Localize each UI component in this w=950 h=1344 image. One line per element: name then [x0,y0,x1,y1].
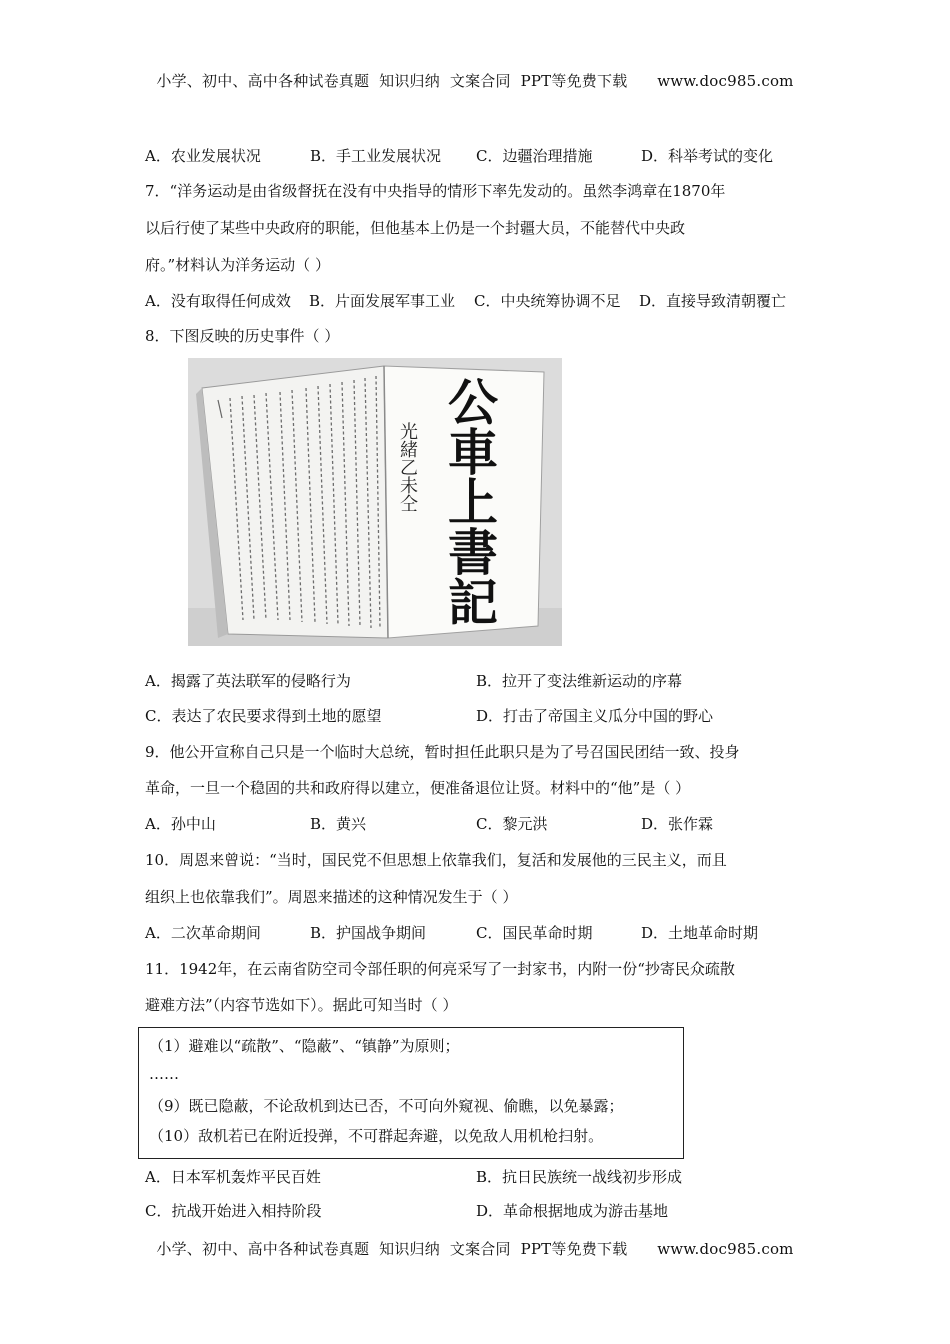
q9-option-c[interactable]: C．黎元洪 [476,815,548,833]
gongche-shangshu-photo [188,358,562,646]
q11-excerpt-box [138,1027,684,1159]
book-illustration [188,358,562,646]
q11-option-a[interactable]: A．日本军机轰炸平民百姓 [145,1168,321,1186]
q11-option-c[interactable]: C．抗战开始进入相持阶段 [145,1202,322,1220]
q9-option-b[interactable]: B．黄兴 [310,815,367,833]
q9-option-d[interactable]: D．张作霖 [641,815,714,833]
q10-option-c[interactable]: C．国民革命时期 [476,924,593,942]
book-side-inscription: 光緒乙未仝 [397,422,418,512]
q11-option-b[interactable]: B．抗日民族统一战线初步形成 [476,1168,683,1186]
q10-option-b[interactable]: B．护国战争期间 [310,924,427,942]
q7-stem-line-1: 7．“洋务运动是由省级督抚在没有中央指导的情形下率先发动的。虽然李鸿章在1870年 [145,182,726,200]
q7-option-c[interactable]: C．中央统筹协调不足 [474,292,621,310]
q9-option-a[interactable]: A．孙中山 [145,815,216,833]
q8-option-a[interactable]: A．揭露了英法联军的侵略行为 [145,672,351,690]
q10-stem-line-2: 组织上也依靠我们”。周恩来描述的这种情况发生于（ ） [145,888,518,906]
q7-stem-line-2: 以后行使了某些中央政府的职能，但他基本上仍是一个封疆大员，不能替代中央政 [145,219,686,237]
q8-option-c[interactable]: C．表达了农民要求得到土地的愿望 [145,707,382,725]
excerpt-line-1: （1）避难以“疏散”、“隐蔽”、“镇静”为原则； [149,1037,460,1055]
excerpt-line-9: （9）既已隐蔽，不论敌机到达已否，不可向外窥视、偷瞧，以免暴露； [149,1097,624,1115]
book-title-calligraphy: 公車上書記 [440,376,499,626]
q8-stem: 8．下图反映的历史事件（ ） [145,327,340,345]
q6-option-c[interactable]: C．边疆治理措施 [476,147,593,165]
q11-stem-line-2: 避难方法”（内容节选如下）。据此可知当时（ ） [145,996,458,1014]
q11-stem-line-1: 11．1942年，在云南省防空司令部任职的何亮采写了一封家书，内附一份“抄寄民众疏散 [145,960,735,978]
q8-option-d[interactable]: D．打击了帝国主义瓜分中国的野心 [476,707,714,725]
q8-option-b[interactable]: B．拉开了变法维新运动的序幕 [476,672,683,690]
q9-stem-line-1: 9．他公开宣称自己只是一个临时大总统，暂时担任此职只是为了号召国民团结一致、投身 [145,743,740,761]
q10-option-a[interactable]: A．二次革命期间 [145,924,261,942]
q7-option-a[interactable]: A．没有取得任何成效 [145,292,291,310]
q10-option-d[interactable]: D．土地革命时期 [641,924,759,942]
q10-stem-line-1: 10．周恩来曾说：“当时，国民党不但思想上依靠我们，复活和发展他的三民主义，而且 [145,851,727,869]
excerpt-line-10: （10）敌机若已在附近投弹，不可群起奔避，以免敌人用机枪扫射。 [149,1127,604,1145]
page-footer: 小学、初中、高中各种试卷真题 知识归纳 文案合同 PPT等免费下载 www.doc985.com [156,1240,794,1258]
page-header: 小学、初中、高中各种试卷真题 知识归纳 文案合同 PPT等免费下载 www.doc985.com [156,72,794,90]
q7-stem-line-3: 府。”材料认为洋务运动（ ） [145,256,330,274]
q6-option-a[interactable]: A．农业发展状况 [145,147,261,165]
q9-stem-line-2: 革命，一旦一个稳固的共和政府得以建立，便准备退位让贤。材料中的“他”是（ ） [145,779,691,797]
q11-option-d[interactable]: D．革命根据地成为游击基地 [476,1202,669,1220]
q7-option-d[interactable]: D．直接导致清朝覆亡 [639,292,787,310]
q7-option-b[interactable]: B．片面发展军事工业 [309,292,456,310]
q6-option-b[interactable]: B．手工业发展状况 [310,147,442,165]
excerpt-ellipsis: …… [149,1065,179,1083]
q6-option-d[interactable]: D．科举考试的变化 [641,147,774,165]
